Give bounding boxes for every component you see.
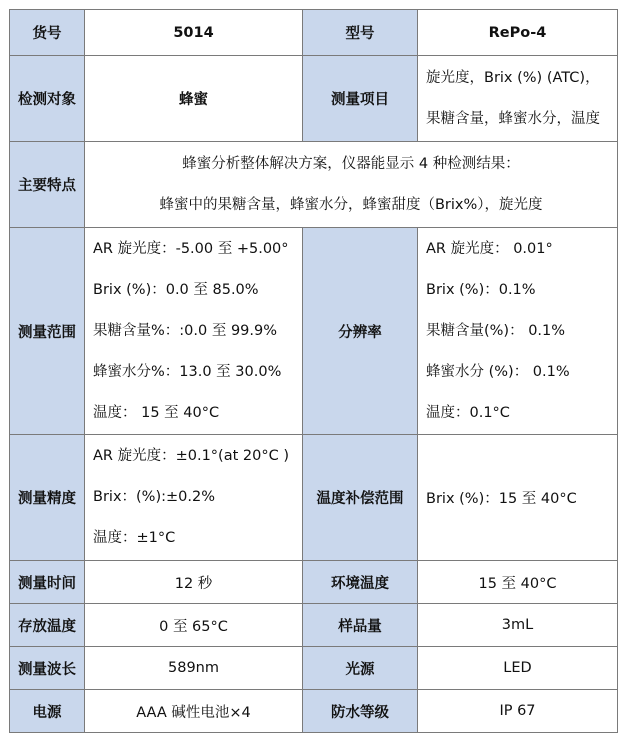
waterproof-value: IP 67: [418, 690, 618, 733]
spec-table: [9, 9, 618, 733]
table-row: [10, 142, 618, 228]
range-line: 温度： 15 至 40°C: [93, 404, 220, 421]
sample-volume-value: 3mL: [418, 604, 618, 647]
range-value: [85, 228, 303, 435]
resolution-label: 分辨率: [303, 228, 418, 435]
resolution-line: AR 旋光度： 0.01°: [426, 240, 553, 257]
table-row: [10, 56, 618, 142]
range-label: 测量范围: [10, 228, 85, 435]
features-label: 主要特点: [10, 142, 85, 228]
light-source-value: LED: [418, 647, 618, 690]
resolution-line: 果糖含量(%)： 0.1%: [426, 322, 566, 339]
waterproof-label: 防水等级: [303, 690, 418, 733]
table-row: [10, 228, 618, 435]
items-line: 果糖含量，蜂蜜水分，温度: [426, 110, 600, 127]
table-row: [10, 690, 618, 733]
resolution-line: Brix (%)：0.1%: [426, 281, 536, 298]
ambient-temp-value: 15 至 40°C: [418, 561, 618, 604]
features-value: [85, 142, 618, 228]
table-row: [10, 10, 618, 56]
items-line: 旋光度，Brix (%) (ATC)，: [426, 69, 600, 86]
target-value: 蜂蜜: [85, 56, 303, 142]
range-line: 果糖含量%：:0.0 至 99.9%: [93, 322, 278, 339]
range-line: AR 旋光度：-5.00 至 +5.00°: [93, 240, 289, 257]
light-source-label: 光源: [303, 647, 418, 690]
table-row: [10, 435, 618, 561]
wavelength-value: 589nm: [85, 647, 303, 690]
table-row: [10, 647, 618, 690]
item-no-label: 货号: [10, 10, 85, 56]
target-label: 检测对象: [10, 56, 85, 142]
accuracy-line: 温度：±1°C: [93, 530, 176, 546]
sample-volume-label: 样品量: [303, 604, 418, 647]
accuracy-line: AR 旋光度：±0.1°(at 20°C ): [93, 448, 289, 464]
temp-comp-value: Brix (%)：15 至 40°C: [418, 435, 618, 561]
power-value: AAA 碱性电池×4: [85, 690, 303, 733]
time-label: 测量时间: [10, 561, 85, 604]
model-value: RePo-4: [418, 10, 618, 56]
table-row: [10, 604, 618, 647]
power-label: 电源: [10, 690, 85, 733]
table-row: [10, 561, 618, 604]
storage-temp-label: 存放温度: [10, 604, 85, 647]
features-line: 蜂蜜中的果糖含量，蜂蜜水分，蜂蜜甜度（Brix%），旋光度: [159, 196, 543, 213]
wavelength-label: 测量波长: [10, 647, 85, 690]
temp-comp-label: 温度补偿范围: [303, 435, 418, 561]
features-line: 蜂蜜分析整体解决方案，仪器能显示 4 种检测结果：: [182, 155, 520, 172]
model-label: 型号: [303, 10, 418, 56]
resolution-line: 温度：0.1°C: [426, 404, 510, 421]
accuracy-label: 测量精度: [10, 435, 85, 561]
ambient-temp-label: 环境温度: [303, 561, 418, 604]
range-line: 蜂蜜水分%：13.0 至 30.0%: [93, 363, 282, 380]
storage-temp-value: 0 至 65°C: [85, 604, 303, 647]
accuracy-value: [85, 435, 303, 561]
resolution-line: 蜂蜜水分 (%)： 0.1%: [426, 363, 570, 380]
accuracy-line: Brix：(%):±0.2%: [93, 489, 215, 505]
resolution-value: [418, 228, 618, 435]
item-no-value: 5014: [85, 10, 303, 56]
items-label: 测量项目: [303, 56, 418, 142]
time-value: 12 秒: [85, 561, 303, 604]
items-value: [418, 56, 618, 142]
range-line: Brix (%)：0.0 至 85.0%: [93, 281, 259, 298]
